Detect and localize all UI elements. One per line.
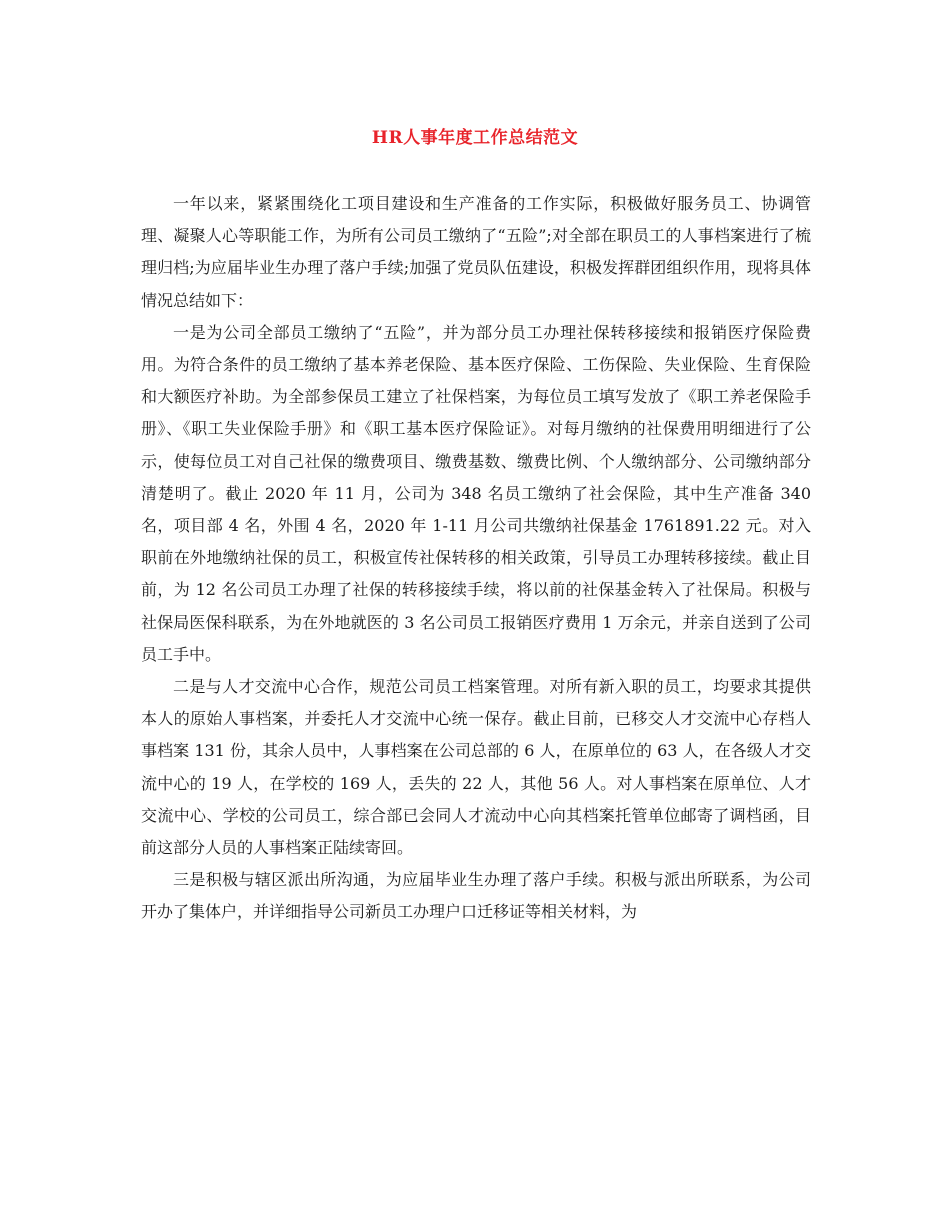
paragraph-intro: 一年以来，紧紧围绕化工项目建设和生产准备的工作实际，积极做好服务员工、协调管理、凝聚人心等职能工作，为所有公司员工缴纳了“五险”;对全部在职员工的人事档案进行了梳理归档;为应届毕业生办理了落户手续;加强了党员队伍建设，积极发挥群团组织作用，现将具体情况总结如下： <box>141 194 811 310</box>
document-title: HR人事年度工作总结范文 <box>371 128 579 148</box>
paragraph-archives: 二是与人才交流中心合作，规范公司员工档案管理。对所有新入职的员工，均要求其提供本人的原始人事档案，并委托人才交流中心统一保存。截止目前，已移交人才交流中心存档人事档案 131 份，其余人员中，人事档案在公司总部的 6 人，在原单位的 63 人，在各级人才交流中心的 19 人，在学校的 169 人，丢失的 22 人，其他 56 人。对人事档案在原单位、人才交流中心、学校的公司员工，综合部已会同人才流动中心向其档案托管单位邮寄了调档函，目前这部分人员的人事档案正陆续寄回。 <box>141 677 811 858</box>
paragraph-social-insurance: 一是为公司全部员工缴纳了“五险”，并为部分员工办理社保转移接续和报销医疗保险费用。为符合条件的员工缴纳了基本养老保险、基本医疗保险、工伤保险、失业保险、生育保险和大额医疗补助。为全部参保员工建立了社保档案，为每位员工填写发放了《职工养老保险手册》、《职工失业保险手册》和《职工基本医疗保险证》。对每月缴纳的社保费用明细进行了公示，使每位员工对自己社保的缴费项目、缴费基数、缴费比例、个人缴纳部分、公司缴纳部分清楚明了。截止 2020 年 11 月，公司为 348 名员工缴纳了社会保险，其中生产准备 340 名，项目部 4 名，外围 4 名，2020 年 1-11 月公司共缴纳社保基金 1761891.22 元。对入职前在外地缴纳社保的员工，积极宣传社保转移的相关政策，引导员工办理转移接续。截止目前，为 12 名公司员工办理了社保的转移接续手续，将以前的社保基金转入了社保局。积极与社保局医保科联系，为在外地就医的 3 名公司员工报销医疗费用 1 万余元，并亲自送到了公司员工手中。 <box>141 322 811 664</box>
paragraph-household-registration: 三是积极与辖区派出所沟通，为应届毕业生办理了落户手续。积极与派出所联系，为公司开办了集体户，并详细指导公司新员工办理户口迁移证等相关材料，为 <box>141 870 811 922</box>
document-body <box>141 188 811 929</box>
